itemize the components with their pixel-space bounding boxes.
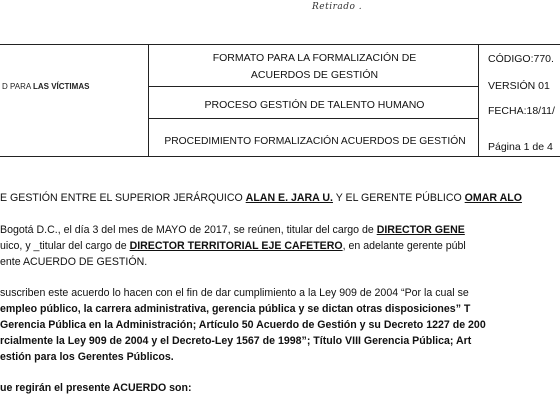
paragraph-2-line-4: rcialmente la Ley 909 de 2004 y el Decreto-Ley 1567 de 1998”; Título VIII Gerencia Pública; Art	[0, 335, 472, 347]
paragraph-3-line-1: ue regirán el presente ACUERDO son:	[0, 382, 192, 394]
paragraph-1-line-3: ente ACUERDO DE GESTIÓN.	[0, 256, 148, 268]
process-name: PROCESO GESTIÓN DE TALENTO HUMANO	[204, 99, 425, 111]
logo-prefix: D PARA	[2, 82, 33, 91]
procedure-name: PROCEDIMIENTO FORMALIZACIÓN ACUERDOS DE GESTIÓN	[164, 136, 466, 147]
paragraph-2-line-3: Gerencia Pública en la Administración; Artículo 50 Acuerdo de Gestión y su Decreto 1227 de 200	[0, 319, 486, 331]
format-title-line1: FORMATO PARA LA FORMALIZACIÓN DE	[212, 52, 417, 64]
manager-name: OMAR ALO	[464, 192, 522, 204]
paragraph-1-line-2: uico, y _titular del cargo de DIRECTOR TERRITORIAL EJE CAFETERO, en adelante gerente públ	[0, 240, 466, 252]
page-number: Página 1 de 4	[488, 141, 553, 153]
agreement-heading-line: E GESTIÓN ENTRE EL SUPERIOR JERÁRQUICO ALAN E. JARA U. Y EL GERENTE PÚBLICO OMAR ALO	[0, 192, 522, 204]
document-date: FECHA:18/11/	[488, 105, 555, 117]
superior-name: ALAN E. JARA U.	[245, 192, 333, 204]
format-title-line2: ACUERDOS DE GESTIÓN	[250, 69, 379, 81]
paragraph-1-line-1: Bogotá D.C., el día 3 del mes de MAYO de 2017, se reúnen, titular del cargo de DIRECTOR GENE	[0, 224, 465, 236]
document-version: VERSIÓN 01	[488, 80, 550, 92]
paragraph-2-line-5: estión para los Gerentes Públicos.	[0, 351, 174, 363]
document-code: CÓDIGO:770.	[488, 53, 554, 65]
entity-logo-text	[2, 82, 89, 91]
paragraph-2-line-2: empleo público, la carrera administrativa, gerencia pública y se dictan otras disposiciones” T	[0, 303, 471, 315]
handwritten-note: Retirado .	[312, 2, 363, 12]
logo-bold-text: LAS VÍCTIMAS	[32, 82, 90, 91]
paragraph-2-line-1: suscriben este acuerdo lo hacen con el fin de dar cumplimiento a la Ley 909 de 2004 “Por la cual se	[0, 287, 469, 299]
manager-role: DIRECTOR TERRITORIAL EJE CAFETERO	[129, 240, 343, 252]
superior-role: DIRECTOR GENE	[376, 224, 465, 236]
